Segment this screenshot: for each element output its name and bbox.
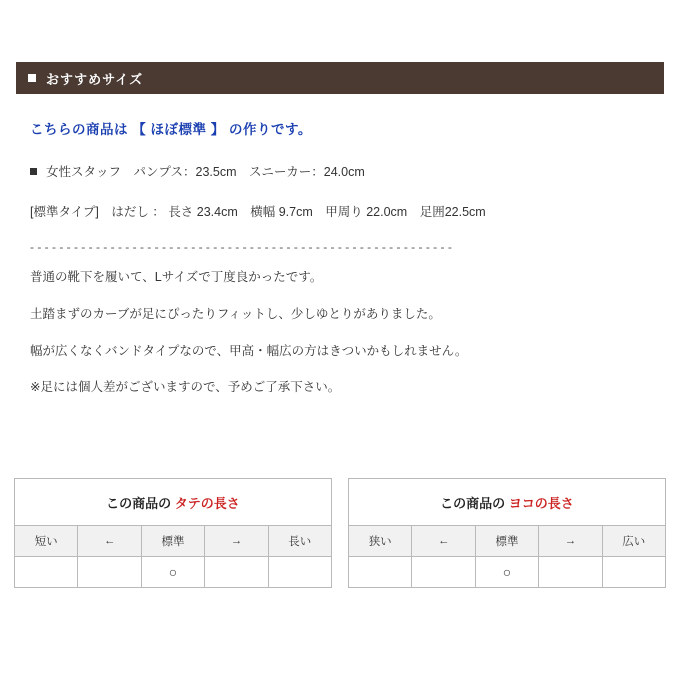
width-mark-1: [412, 557, 475, 588]
width-mark-3: [539, 557, 602, 588]
standard-type-text: [標準タイプ] はだし ： 長さ 23.4cm 横幅 9.7cm 甲周り 22.0cm 足囲22.5cm: [30, 205, 486, 219]
width-label-arrow-left: ←: [412, 526, 475, 557]
length-size-table: [14, 478, 332, 588]
content-area: [30, 118, 650, 415]
staff-size-text: 女性スタッフ パンプス：23.5cm スニーカー：24.0cm: [46, 165, 365, 179]
width-size-table: [348, 478, 666, 588]
width-caption-highlight: ヨコの長さ: [508, 495, 574, 511]
width-table-caption: [349, 479, 666, 526]
length-label-arrow-right: →: [205, 526, 268, 557]
review-paragraph-2: 土踏まずのカーブが足にぴったりフィットし、少しゆとりがありました。: [30, 306, 441, 321]
width-label-arrow-right: →: [539, 526, 602, 557]
table-row: [15, 526, 332, 557]
divider-line: - - - - - - - - - - - - - - - - - - - - - - - - - - - - - - - - - - - - - - - - - - - - - - - - - - - - - - - - - -: [30, 240, 452, 254]
table-row: [349, 526, 666, 557]
length-label-standard: 標準: [141, 526, 204, 557]
square-bullet-icon: [30, 168, 37, 175]
length-label-long: 長い: [268, 526, 331, 557]
table-row: [349, 557, 666, 588]
width-label-narrow: 狭い: [349, 526, 412, 557]
length-table-caption: [15, 479, 332, 526]
width-label-standard: 標準: [475, 526, 538, 557]
length-mark-0: [15, 557, 78, 588]
length-label-arrow-left: ←: [78, 526, 141, 557]
width-mark-2: ○: [475, 557, 538, 588]
length-mark-4: [268, 557, 331, 588]
width-label-wide: 広い: [602, 526, 665, 557]
review-note: ※足には個人差がございますので、予めご了承下さい。: [30, 380, 341, 395]
length-mark-1: [78, 557, 141, 588]
length-caption-highlight: タテの長さ: [174, 495, 240, 511]
size-tables: [14, 478, 666, 588]
length-label-short: 短い: [15, 526, 78, 557]
section-header: [16, 62, 664, 94]
review-paragraph-3: 幅が広くなくバンドタイプなので、甲高・幅広の方はきついかもしれません。: [30, 343, 468, 358]
length-mark-2: ○: [141, 557, 204, 588]
square-bullet-icon: [28, 74, 36, 82]
section-title: おすすめサイズ: [46, 71, 144, 87]
width-caption-prefix: この商品の: [440, 495, 509, 511]
staff-size-row: [30, 162, 650, 180]
review-paragraph-1: 普通の靴下を履いて、Lサイズで丁度良かったです。: [30, 270, 323, 284]
width-mark-0: [349, 557, 412, 588]
lead-text: こちらの商品は 【 ほぼ標準 】 の作りです。: [30, 122, 312, 137]
width-mark-4: [602, 557, 665, 588]
length-caption-prefix: この商品の: [106, 495, 175, 511]
length-mark-3: [205, 557, 268, 588]
table-row: [15, 557, 332, 588]
